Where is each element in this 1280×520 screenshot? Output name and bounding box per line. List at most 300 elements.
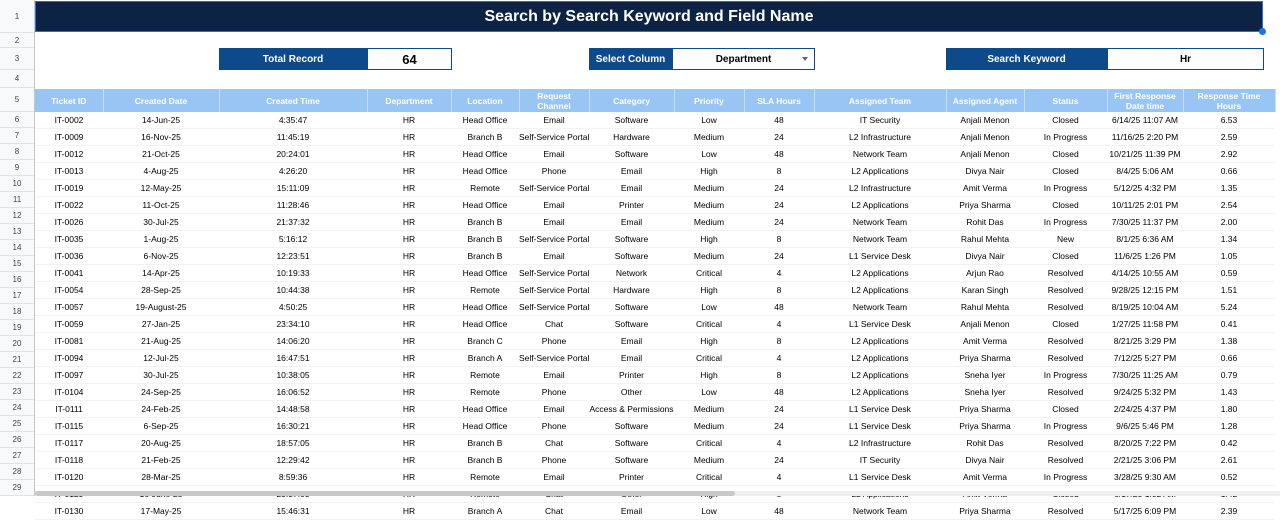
table-cell[interactable]: Network Team bbox=[814, 231, 946, 248]
table-cell[interactable]: Head Office bbox=[451, 163, 519, 180]
table-cell[interactable]: In Progress bbox=[1024, 367, 1107, 384]
table-cell[interactable]: HR bbox=[367, 282, 451, 299]
table-cell[interactable]: 27-Jan-25 bbox=[103, 316, 219, 333]
table-cell[interactable]: Medium bbox=[674, 418, 744, 435]
table-cell[interactable]: 0.66 bbox=[1183, 163, 1275, 180]
table-cell[interactable]: Resolved bbox=[1024, 452, 1107, 469]
table-cell[interactable]: 16:06:52 bbox=[219, 384, 367, 401]
table-cell[interactable]: HR bbox=[367, 112, 451, 129]
table-cell[interactable]: IT-0002 bbox=[35, 112, 103, 129]
table-cell[interactable]: 2.39 bbox=[1183, 503, 1275, 520]
table-cell[interactable]: L2 Applications bbox=[814, 163, 946, 180]
select-column-dropdown[interactable] bbox=[672, 48, 815, 70]
row-number[interactable]: 8 bbox=[0, 144, 34, 160]
table-cell[interactable]: Divya Nair bbox=[946, 248, 1024, 265]
table-cell[interactable]: HR bbox=[367, 503, 451, 520]
table-cell[interactable]: 10/11/25 2:01 PM bbox=[1107, 197, 1183, 214]
table-cell[interactable]: 11/16/25 2:20 PM bbox=[1107, 129, 1183, 146]
table-cell[interactable]: HR bbox=[367, 129, 451, 146]
table-cell[interactable]: Email bbox=[589, 333, 674, 350]
table-cell[interactable]: Self-Service Portal bbox=[519, 350, 589, 367]
table-cell[interactable]: Head Office bbox=[451, 265, 519, 282]
table-cell[interactable]: 18:57:05 bbox=[219, 435, 367, 452]
row-number[interactable]: 16 bbox=[0, 272, 34, 288]
table-cell[interactable]: 48 bbox=[744, 384, 814, 401]
table-cell[interactable]: 24 bbox=[744, 214, 814, 231]
table-cell[interactable]: IT-0012 bbox=[35, 146, 103, 163]
table-cell[interactable]: IT-0036 bbox=[35, 248, 103, 265]
table-cell[interactable]: 2/21/25 3:06 PM bbox=[1107, 452, 1183, 469]
table-cell[interactable]: 23:34:10 bbox=[219, 316, 367, 333]
table-cell[interactable]: Remote bbox=[451, 180, 519, 197]
row-number[interactable]: 14 bbox=[0, 240, 34, 256]
table-cell[interactable]: L2 Applications bbox=[814, 333, 946, 350]
table-cell[interactable]: Email bbox=[519, 214, 589, 231]
table-cell[interactable]: Priya Sharma bbox=[946, 503, 1024, 520]
table-cell[interactable]: 0.52 bbox=[1183, 469, 1275, 486]
table-cell[interactable]: 16:47:51 bbox=[219, 350, 367, 367]
table-cell[interactable]: L2 Applications bbox=[814, 265, 946, 282]
table-cell[interactable]: IT-0120 bbox=[35, 469, 103, 486]
table-cell[interactable]: Branch B bbox=[451, 231, 519, 248]
table-cell[interactable]: Chat bbox=[519, 316, 589, 333]
table-cell[interactable]: Sneha Iyer bbox=[946, 367, 1024, 384]
table-cell[interactable]: IT-0019 bbox=[35, 180, 103, 197]
table-cell[interactable]: 2/24/25 4:37 PM bbox=[1107, 401, 1183, 418]
table-cell[interactable]: 4 bbox=[744, 265, 814, 282]
table-cell[interactable]: IT-0013 bbox=[35, 163, 103, 180]
table-cell[interactable]: IT-0118 bbox=[35, 452, 103, 469]
table-cell[interactable]: HR bbox=[367, 435, 451, 452]
table-cell[interactable]: L2 Applications bbox=[814, 282, 946, 299]
table-cell[interactable]: HR bbox=[367, 231, 451, 248]
table-cell[interactable]: Amit Verma bbox=[946, 180, 1024, 197]
table-cell[interactable]: L1 Service Desk bbox=[814, 248, 946, 265]
table-cell[interactable]: In Progress bbox=[1024, 418, 1107, 435]
row-number[interactable]: 12 bbox=[0, 208, 34, 224]
table-cell[interactable]: HR bbox=[367, 214, 451, 231]
table-cell[interactable]: Software bbox=[589, 435, 674, 452]
table-cell[interactable]: IT Security bbox=[814, 112, 946, 129]
table-cell[interactable]: 24 bbox=[744, 248, 814, 265]
table-cell[interactable]: 5:16:12 bbox=[219, 231, 367, 248]
table-cell[interactable]: Medium bbox=[674, 214, 744, 231]
table-cell[interactable]: High bbox=[674, 163, 744, 180]
table-cell[interactable]: Head Office bbox=[451, 146, 519, 163]
table-cell[interactable]: Email bbox=[519, 469, 589, 486]
table-cell[interactable]: Rohit Das bbox=[946, 214, 1024, 231]
table-cell[interactable]: 1.51 bbox=[1183, 282, 1275, 299]
table-cell[interactable]: IT-0097 bbox=[35, 367, 103, 384]
table-cell[interactable]: IT-0117 bbox=[35, 435, 103, 452]
table-cell[interactable]: 11:28:46 bbox=[219, 197, 367, 214]
row-number[interactable]: 17 bbox=[0, 288, 34, 304]
table-cell[interactable]: Chat bbox=[519, 503, 589, 520]
table-cell[interactable]: 48 bbox=[744, 112, 814, 129]
table-cell[interactable]: 30-Jul-25 bbox=[103, 367, 219, 384]
table-cell[interactable]: Printer bbox=[589, 197, 674, 214]
table-cell[interactable]: 16:30:21 bbox=[219, 418, 367, 435]
table-cell[interactable]: Email bbox=[589, 180, 674, 197]
table-cell[interactable]: IT-0115 bbox=[35, 418, 103, 435]
table-cell[interactable]: 1.34 bbox=[1183, 231, 1275, 248]
table-cell[interactable]: 4:35:47 bbox=[219, 112, 367, 129]
row-number[interactable]: 7 bbox=[0, 128, 34, 144]
row-number[interactable]: 22 bbox=[0, 368, 34, 384]
table-cell[interactable]: 24 bbox=[744, 418, 814, 435]
table-cell[interactable]: Hardware bbox=[589, 282, 674, 299]
table-cell[interactable]: 4:50:25 bbox=[219, 299, 367, 316]
table-cell[interactable]: Software bbox=[589, 418, 674, 435]
table-cell[interactable]: Medium bbox=[674, 248, 744, 265]
table-cell[interactable]: 21-Oct-25 bbox=[103, 146, 219, 163]
table-cell[interactable]: 24 bbox=[744, 180, 814, 197]
table-cell[interactable]: L2 Infrastructure bbox=[814, 180, 946, 197]
table-cell[interactable]: Email bbox=[589, 214, 674, 231]
table-cell[interactable]: Network bbox=[589, 265, 674, 282]
row-number[interactable]: 21 bbox=[0, 352, 34, 368]
chevron-down-icon[interactable] bbox=[802, 57, 808, 61]
table-cell[interactable]: Low bbox=[674, 112, 744, 129]
table-cell[interactable]: Software bbox=[589, 231, 674, 248]
table-cell[interactable]: Chat bbox=[519, 435, 589, 452]
table-cell[interactable]: Resolved bbox=[1024, 333, 1107, 350]
table-cell[interactable]: Anjali Menon bbox=[946, 112, 1024, 129]
table-cell[interactable]: HR bbox=[367, 469, 451, 486]
table-cell[interactable]: L1 Service Desk bbox=[814, 418, 946, 435]
table-cell[interactable]: Resolved bbox=[1024, 265, 1107, 282]
row-number[interactable]: 19 bbox=[0, 320, 34, 336]
table-cell[interactable]: 1.38 bbox=[1183, 333, 1275, 350]
table-cell[interactable]: L2 Applications bbox=[814, 384, 946, 401]
table-cell[interactable]: 6.53 bbox=[1183, 112, 1275, 129]
table-cell[interactable]: L2 Infrastructure bbox=[814, 129, 946, 146]
table-cell[interactable]: Medium bbox=[674, 452, 744, 469]
table-cell[interactable]: 12:29:42 bbox=[219, 452, 367, 469]
table-cell[interactable]: Critical bbox=[674, 469, 744, 486]
table-cell[interactable]: 11/6/25 1:26 PM bbox=[1107, 248, 1183, 265]
table-cell[interactable]: 5/12/25 4:32 PM bbox=[1107, 180, 1183, 197]
table-cell[interactable]: IT-0035 bbox=[35, 231, 103, 248]
row-number[interactable]: 11 bbox=[0, 192, 34, 208]
table-cell[interactable]: 0.42 bbox=[1183, 435, 1275, 452]
table-cell[interactable]: L2 Applications bbox=[814, 350, 946, 367]
row-number[interactable]: 18 bbox=[0, 304, 34, 320]
table-cell[interactable]: HR bbox=[367, 350, 451, 367]
table-cell[interactable]: Email bbox=[519, 248, 589, 265]
table-cell[interactable]: HR bbox=[367, 418, 451, 435]
table-cell[interactable]: Closed bbox=[1024, 163, 1107, 180]
table-cell[interactable]: IT-0094 bbox=[35, 350, 103, 367]
table-cell[interactable]: Priya Sharma bbox=[946, 418, 1024, 435]
table-cell[interactable]: 1.05 bbox=[1183, 248, 1275, 265]
table-cell[interactable]: Branch B bbox=[451, 452, 519, 469]
column-header[interactable]: Priority bbox=[674, 89, 744, 112]
table-cell[interactable]: 17-May-25 bbox=[103, 503, 219, 520]
table-cell[interactable]: Remote bbox=[451, 282, 519, 299]
table-cell[interactable]: 30-Jul-25 bbox=[103, 214, 219, 231]
row-number[interactable]: 1 bbox=[0, 0, 34, 33]
table-cell[interactable]: L2 Applications bbox=[814, 197, 946, 214]
table-cell[interactable]: IT-0054 bbox=[35, 282, 103, 299]
table-cell[interactable]: Closed bbox=[1024, 146, 1107, 163]
table-cell[interactable]: Closed bbox=[1024, 401, 1107, 418]
table-cell[interactable]: Self-Service Portal bbox=[519, 265, 589, 282]
table-cell[interactable]: 8 bbox=[744, 282, 814, 299]
table-cell[interactable]: 6-Sep-25 bbox=[103, 418, 219, 435]
table-cell[interactable]: Low bbox=[674, 299, 744, 316]
table-cell[interactable]: HR bbox=[367, 248, 451, 265]
table-cell[interactable]: IT Security bbox=[814, 452, 946, 469]
table-cell[interactable]: 1.80 bbox=[1183, 401, 1275, 418]
table-cell[interactable]: Rahul Mehta bbox=[946, 231, 1024, 248]
table-cell[interactable]: L1 Service Desk bbox=[814, 401, 946, 418]
table-cell[interactable]: Remote bbox=[451, 469, 519, 486]
table-cell[interactable]: 15:11:09 bbox=[219, 180, 367, 197]
table-cell[interactable]: HR bbox=[367, 265, 451, 282]
table-cell[interactable]: 3/28/25 9:30 AM bbox=[1107, 469, 1183, 486]
table-cell[interactable]: HR bbox=[367, 333, 451, 350]
table-cell[interactable]: 8 bbox=[744, 163, 814, 180]
table-cell[interactable]: Anjali Menon bbox=[946, 146, 1024, 163]
table-cell[interactable]: Sneha Iyer bbox=[946, 384, 1024, 401]
table-cell[interactable]: Head Office bbox=[451, 112, 519, 129]
column-header[interactable]: Category bbox=[589, 89, 674, 112]
table-cell[interactable]: 8 bbox=[744, 231, 814, 248]
table-cell[interactable]: Critical bbox=[674, 316, 744, 333]
column-header[interactable]: Created Date bbox=[103, 89, 219, 112]
column-header[interactable]: Created Time bbox=[219, 89, 367, 112]
table-cell[interactable]: 0.79 bbox=[1183, 367, 1275, 384]
table-cell[interactable]: Divya Nair bbox=[946, 163, 1024, 180]
table-cell[interactable]: 7/12/25 5:27 PM bbox=[1107, 350, 1183, 367]
table-cell[interactable]: Critical bbox=[674, 265, 744, 282]
table-cell[interactable]: HR bbox=[367, 384, 451, 401]
table-cell[interactable]: 2.61 bbox=[1183, 452, 1275, 469]
table-cell[interactable]: 4 bbox=[744, 469, 814, 486]
table-cell[interactable]: 48 bbox=[744, 146, 814, 163]
table-cell[interactable]: Arjun Rao bbox=[946, 265, 1024, 282]
table-cell[interactable]: Email bbox=[519, 146, 589, 163]
table-cell[interactable]: Self-Service Portal bbox=[519, 299, 589, 316]
column-header[interactable]: Assigned Team bbox=[814, 89, 946, 112]
table-cell[interactable]: 16-Nov-25 bbox=[103, 129, 219, 146]
row-number[interactable]: 15 bbox=[0, 256, 34, 272]
table-cell[interactable]: 9/6/25 5:46 PM bbox=[1107, 418, 1183, 435]
table-cell[interactable]: High bbox=[674, 231, 744, 248]
table-cell[interactable]: HR bbox=[367, 180, 451, 197]
table-cell[interactable]: 0.41 bbox=[1183, 316, 1275, 333]
table-cell[interactable]: 4 bbox=[744, 435, 814, 452]
table-cell[interactable]: Amit Verma bbox=[946, 333, 1024, 350]
column-header[interactable]: Request Channel bbox=[519, 89, 589, 112]
table-cell[interactable]: 28-Sep-25 bbox=[103, 282, 219, 299]
table-cell[interactable]: Access & Permissions bbox=[589, 401, 674, 418]
row-number[interactable]: 29 bbox=[0, 480, 34, 496]
table-cell[interactable]: HR bbox=[367, 299, 451, 316]
table-cell[interactable]: 8 bbox=[744, 333, 814, 350]
table-cell[interactable]: 2.59 bbox=[1183, 129, 1275, 146]
table-cell[interactable]: Software bbox=[589, 112, 674, 129]
table-cell[interactable]: Closed bbox=[1024, 197, 1107, 214]
table-cell[interactable]: Resolved bbox=[1024, 503, 1107, 520]
table-cell[interactable]: 24 bbox=[744, 452, 814, 469]
row-number[interactable]: 20 bbox=[0, 336, 34, 352]
row-number[interactable]: 28 bbox=[0, 464, 34, 480]
table-cell[interactable]: 8/4/25 5:06 AM bbox=[1107, 163, 1183, 180]
table-cell[interactable]: IT-0009 bbox=[35, 129, 103, 146]
table-cell[interactable]: Network Team bbox=[814, 214, 946, 231]
table-cell[interactable]: Branch C bbox=[451, 333, 519, 350]
table-cell[interactable]: L2 Infrastructure bbox=[814, 435, 946, 452]
table-cell[interactable]: 4/14/25 10:55 AM bbox=[1107, 265, 1183, 282]
table-cell[interactable]: Resolved bbox=[1024, 384, 1107, 401]
table-cell[interactable]: IT-0059 bbox=[35, 316, 103, 333]
table-cell[interactable]: Printer bbox=[589, 367, 674, 384]
table-cell[interactable]: HR bbox=[367, 452, 451, 469]
table-cell[interactable]: HR bbox=[367, 146, 451, 163]
table-cell[interactable]: HR bbox=[367, 163, 451, 180]
table-cell[interactable]: 48 bbox=[744, 299, 814, 316]
table-cell[interactable]: 21:37:32 bbox=[219, 214, 367, 231]
row-number[interactable]: 3 bbox=[0, 48, 34, 70]
table-cell[interactable]: Medium bbox=[674, 401, 744, 418]
table-cell[interactable]: L2 Applications bbox=[814, 367, 946, 384]
row-number[interactable]: 10 bbox=[0, 176, 34, 192]
table-cell[interactable]: 9/24/25 5:32 PM bbox=[1107, 384, 1183, 401]
table-cell[interactable]: 14-Jun-25 bbox=[103, 112, 219, 129]
table-cell[interactable]: Low bbox=[674, 146, 744, 163]
table-cell[interactable]: Software bbox=[589, 146, 674, 163]
table-cell[interactable]: 24 bbox=[744, 129, 814, 146]
row-number[interactable]: 23 bbox=[0, 384, 34, 400]
table-cell[interactable]: 7/30/25 11:25 AM bbox=[1107, 367, 1183, 384]
table-cell[interactable]: In Progress bbox=[1024, 214, 1107, 231]
table-cell[interactable]: 21-Aug-25 bbox=[103, 333, 219, 350]
column-header[interactable]: Ticket ID bbox=[35, 89, 103, 112]
table-cell[interactable]: 2.54 bbox=[1183, 197, 1275, 214]
table-cell[interactable]: Rahul Mehta bbox=[946, 299, 1024, 316]
table-cell[interactable]: Printer bbox=[589, 469, 674, 486]
table-cell[interactable]: Phone bbox=[519, 163, 589, 180]
row-number[interactable]: 2 bbox=[0, 33, 34, 48]
table-cell[interactable]: Medium bbox=[674, 180, 744, 197]
column-header[interactable]: Response Time Hours bbox=[1183, 89, 1275, 112]
row-number[interactable]: 26 bbox=[0, 432, 34, 448]
page-title[interactable]: Search by Search Keyword and Field Name bbox=[35, 1, 1263, 32]
table-cell[interactable]: Self-Service Portal bbox=[519, 282, 589, 299]
column-header[interactable]: Assigned Agent bbox=[946, 89, 1024, 112]
row-number[interactable]: 5 bbox=[0, 88, 34, 112]
table-cell[interactable]: Self-Service Portal bbox=[519, 180, 589, 197]
table-cell[interactable]: 1/27/25 11:58 PM bbox=[1107, 316, 1183, 333]
scrollbar-thumb[interactable] bbox=[35, 491, 735, 496]
table-cell[interactable]: 14-Apr-25 bbox=[103, 265, 219, 282]
table-cell[interactable]: 12-May-25 bbox=[103, 180, 219, 197]
table-cell[interactable]: Software bbox=[589, 316, 674, 333]
row-number[interactable]: 27 bbox=[0, 448, 34, 464]
table-cell[interactable]: New bbox=[1024, 231, 1107, 248]
table-cell[interactable]: 8:59:36 bbox=[219, 469, 367, 486]
table-cell[interactable]: 5/17/25 6:09 PM bbox=[1107, 503, 1183, 520]
table-cell[interactable]: High bbox=[674, 333, 744, 350]
table-cell[interactable]: 11-Oct-25 bbox=[103, 197, 219, 214]
table-cell[interactable]: IT-0041 bbox=[35, 265, 103, 282]
row-number[interactable]: 6 bbox=[0, 112, 34, 128]
table-cell[interactable]: L1 Service Desk bbox=[814, 316, 946, 333]
table-cell[interactable]: Critical bbox=[674, 435, 744, 452]
table-cell[interactable]: Anjali Menon bbox=[946, 316, 1024, 333]
table-cell[interactable]: 8/1/25 6:36 AM bbox=[1107, 231, 1183, 248]
table-cell[interactable]: Software bbox=[589, 452, 674, 469]
row-number[interactable]: 13 bbox=[0, 224, 34, 240]
table-cell[interactable]: Anjali Menon bbox=[946, 129, 1024, 146]
table-cell[interactable]: Priya Sharma bbox=[946, 401, 1024, 418]
table-cell[interactable]: 10:38:05 bbox=[219, 367, 367, 384]
table-cell[interactable]: Phone bbox=[519, 333, 589, 350]
table-cell[interactable]: In Progress bbox=[1024, 469, 1107, 486]
table-cell[interactable]: 12-Jul-25 bbox=[103, 350, 219, 367]
table-cell[interactable]: IT-0104 bbox=[35, 384, 103, 401]
table-cell[interactable]: Email bbox=[519, 112, 589, 129]
table-cell[interactable]: 15:46:31 bbox=[219, 503, 367, 520]
table-cell[interactable]: Head Office bbox=[451, 418, 519, 435]
table-cell[interactable]: Head Office bbox=[451, 197, 519, 214]
table-cell[interactable]: Email bbox=[519, 197, 589, 214]
table-cell[interactable]: Software bbox=[589, 299, 674, 316]
table-cell[interactable]: Remote bbox=[451, 384, 519, 401]
table-cell[interactable]: Software bbox=[589, 248, 674, 265]
table-cell[interactable]: 4:26:20 bbox=[219, 163, 367, 180]
table-cell[interactable]: 14:48:58 bbox=[219, 401, 367, 418]
table-cell[interactable]: 24 bbox=[744, 197, 814, 214]
table-cell[interactable]: Branch A bbox=[451, 503, 519, 520]
table-cell[interactable]: Rohit Das bbox=[946, 435, 1024, 452]
table-cell[interactable]: Branch B bbox=[451, 214, 519, 231]
table-cell[interactable]: In Progress bbox=[1024, 129, 1107, 146]
table-cell[interactable]: 4-Aug-25 bbox=[103, 163, 219, 180]
table-cell[interactable]: Critical bbox=[674, 350, 744, 367]
table-cell[interactable]: HR bbox=[367, 197, 451, 214]
table-cell[interactable]: 21-Feb-25 bbox=[103, 452, 219, 469]
table-cell[interactable]: Closed bbox=[1024, 316, 1107, 333]
table-cell[interactable]: Karan Singh bbox=[946, 282, 1024, 299]
table-cell[interactable]: Closed bbox=[1024, 112, 1107, 129]
table-cell[interactable]: Resolved bbox=[1024, 435, 1107, 452]
table-cell[interactable]: IT-0081 bbox=[35, 333, 103, 350]
table-cell[interactable]: 24-Sep-25 bbox=[103, 384, 219, 401]
table-cell[interactable]: Priya Sharma bbox=[946, 197, 1024, 214]
table-cell[interactable]: Email bbox=[589, 163, 674, 180]
row-number[interactable]: 25 bbox=[0, 416, 34, 432]
table-cell[interactable]: Priya Sharma bbox=[946, 350, 1024, 367]
table-cell[interactable]: In Progress bbox=[1024, 180, 1107, 197]
table-cell[interactable]: 6/14/25 11:07 AM bbox=[1107, 112, 1183, 129]
table-cell[interactable]: 8/19/25 10:04 AM bbox=[1107, 299, 1183, 316]
table-cell[interactable]: Email bbox=[519, 401, 589, 418]
table-cell[interactable]: 11:45:19 bbox=[219, 129, 367, 146]
table-cell[interactable]: Self-Service Portal bbox=[519, 231, 589, 248]
column-header[interactable]: First Response Date time bbox=[1107, 89, 1183, 112]
table-cell[interactable]: High bbox=[674, 282, 744, 299]
table-cell[interactable]: Network Team bbox=[814, 146, 946, 163]
table-cell[interactable]: High bbox=[674, 367, 744, 384]
table-cell[interactable]: Medium bbox=[674, 197, 744, 214]
table-cell[interactable]: Phone bbox=[519, 418, 589, 435]
table-cell[interactable]: 2.92 bbox=[1183, 146, 1275, 163]
table-cell[interactable]: 28-Mar-25 bbox=[103, 469, 219, 486]
table-cell[interactable]: 9/28/25 12:15 PM bbox=[1107, 282, 1183, 299]
